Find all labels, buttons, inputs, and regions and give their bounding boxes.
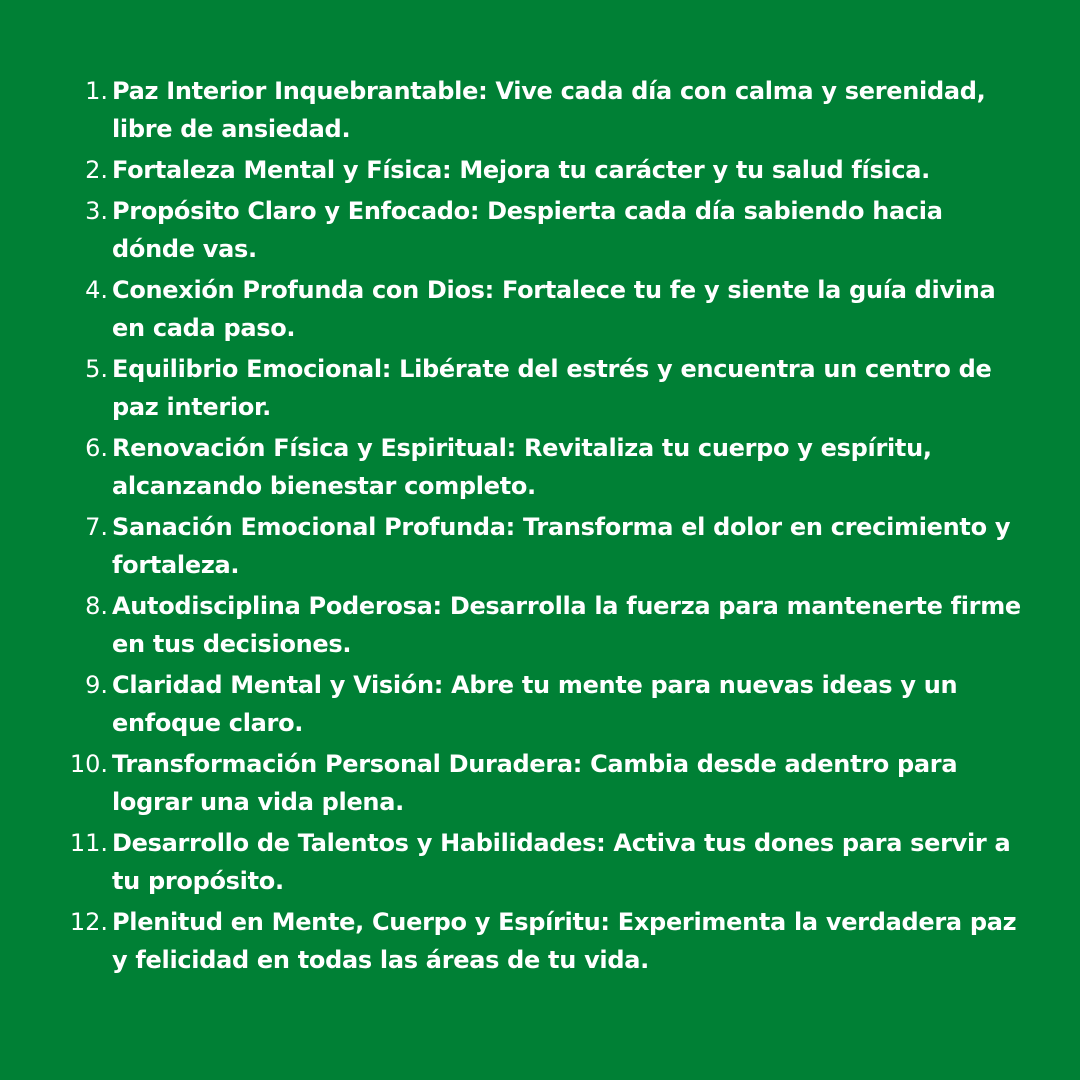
item-number: 7. [85,513,108,541]
item-text: Plenitud en Mente, Cuerpo y Espíritu: Experimenta la verdadera paz y felicidad en todas las áreas de tu vida. [112,908,1017,974]
item-number: 12. [69,908,108,936]
list-item [0,903,1032,979]
benefits-list [0,72,1080,982]
item-text: Equilibrio Emocional: Libérate del estrés y encuentra un centro de paz interior. [112,355,992,421]
item-number: 9. [85,671,108,699]
list-item [0,271,1032,347]
list-item [0,192,1032,268]
item-text: Renovación Física y Espiritual: Revitaliza tu cuerpo y espíritu, alcanzando bienestar completo. [112,434,932,500]
item-text: Desarrollo de Talentos y Habilidades: Activa tus dones para servir a tu propósito. [112,829,1011,895]
item-number: 11. [69,829,108,857]
item-number: 3. [85,197,108,225]
item-text: Paz Interior Inquebrantable: Vive cada día con calma y serenidad, libre de ansiedad. [112,77,986,143]
list-item [0,745,1032,821]
item-text: Sanación Emocional Profunda: Transforma el dolor en crecimiento y fortaleza. [112,513,1011,579]
list-item [0,824,1032,900]
item-number: 6. [85,434,108,462]
item-number: 8. [85,592,108,620]
item-number: 4. [85,276,108,304]
item-text: Autodisciplina Poderosa: Desarrolla la fuerza para mantenerte firme en tus decisiones. [112,592,1021,658]
item-text: Conexión Profunda con Dios: Fortalece tu fe y siente la guía divina en cada paso. [112,276,996,342]
item-number: 10. [69,750,108,778]
item-text: Propósito Claro y Enfocado: Despierta cada día sabiendo hacia dónde vas. [112,197,943,263]
list-item [0,666,1032,742]
item-number: 1. [85,77,108,105]
list-item [0,587,1032,663]
list-item [0,350,1032,426]
list-item [0,508,1032,584]
list-item [0,429,1032,505]
item-text: Transformación Personal Duradera: Cambia desde adentro para lograr una vida plena. [112,750,958,816]
list-item [0,151,1032,189]
item-text: Claridad Mental y Visión: Abre tu mente para nuevas ideas y un enfoque claro. [112,671,958,737]
list-item [0,72,1032,148]
item-text: Fortaleza Mental y Física: Mejora tu carácter y tu salud física. [112,156,930,184]
item-number: 2. [85,156,108,184]
item-number: 5. [85,355,108,383]
